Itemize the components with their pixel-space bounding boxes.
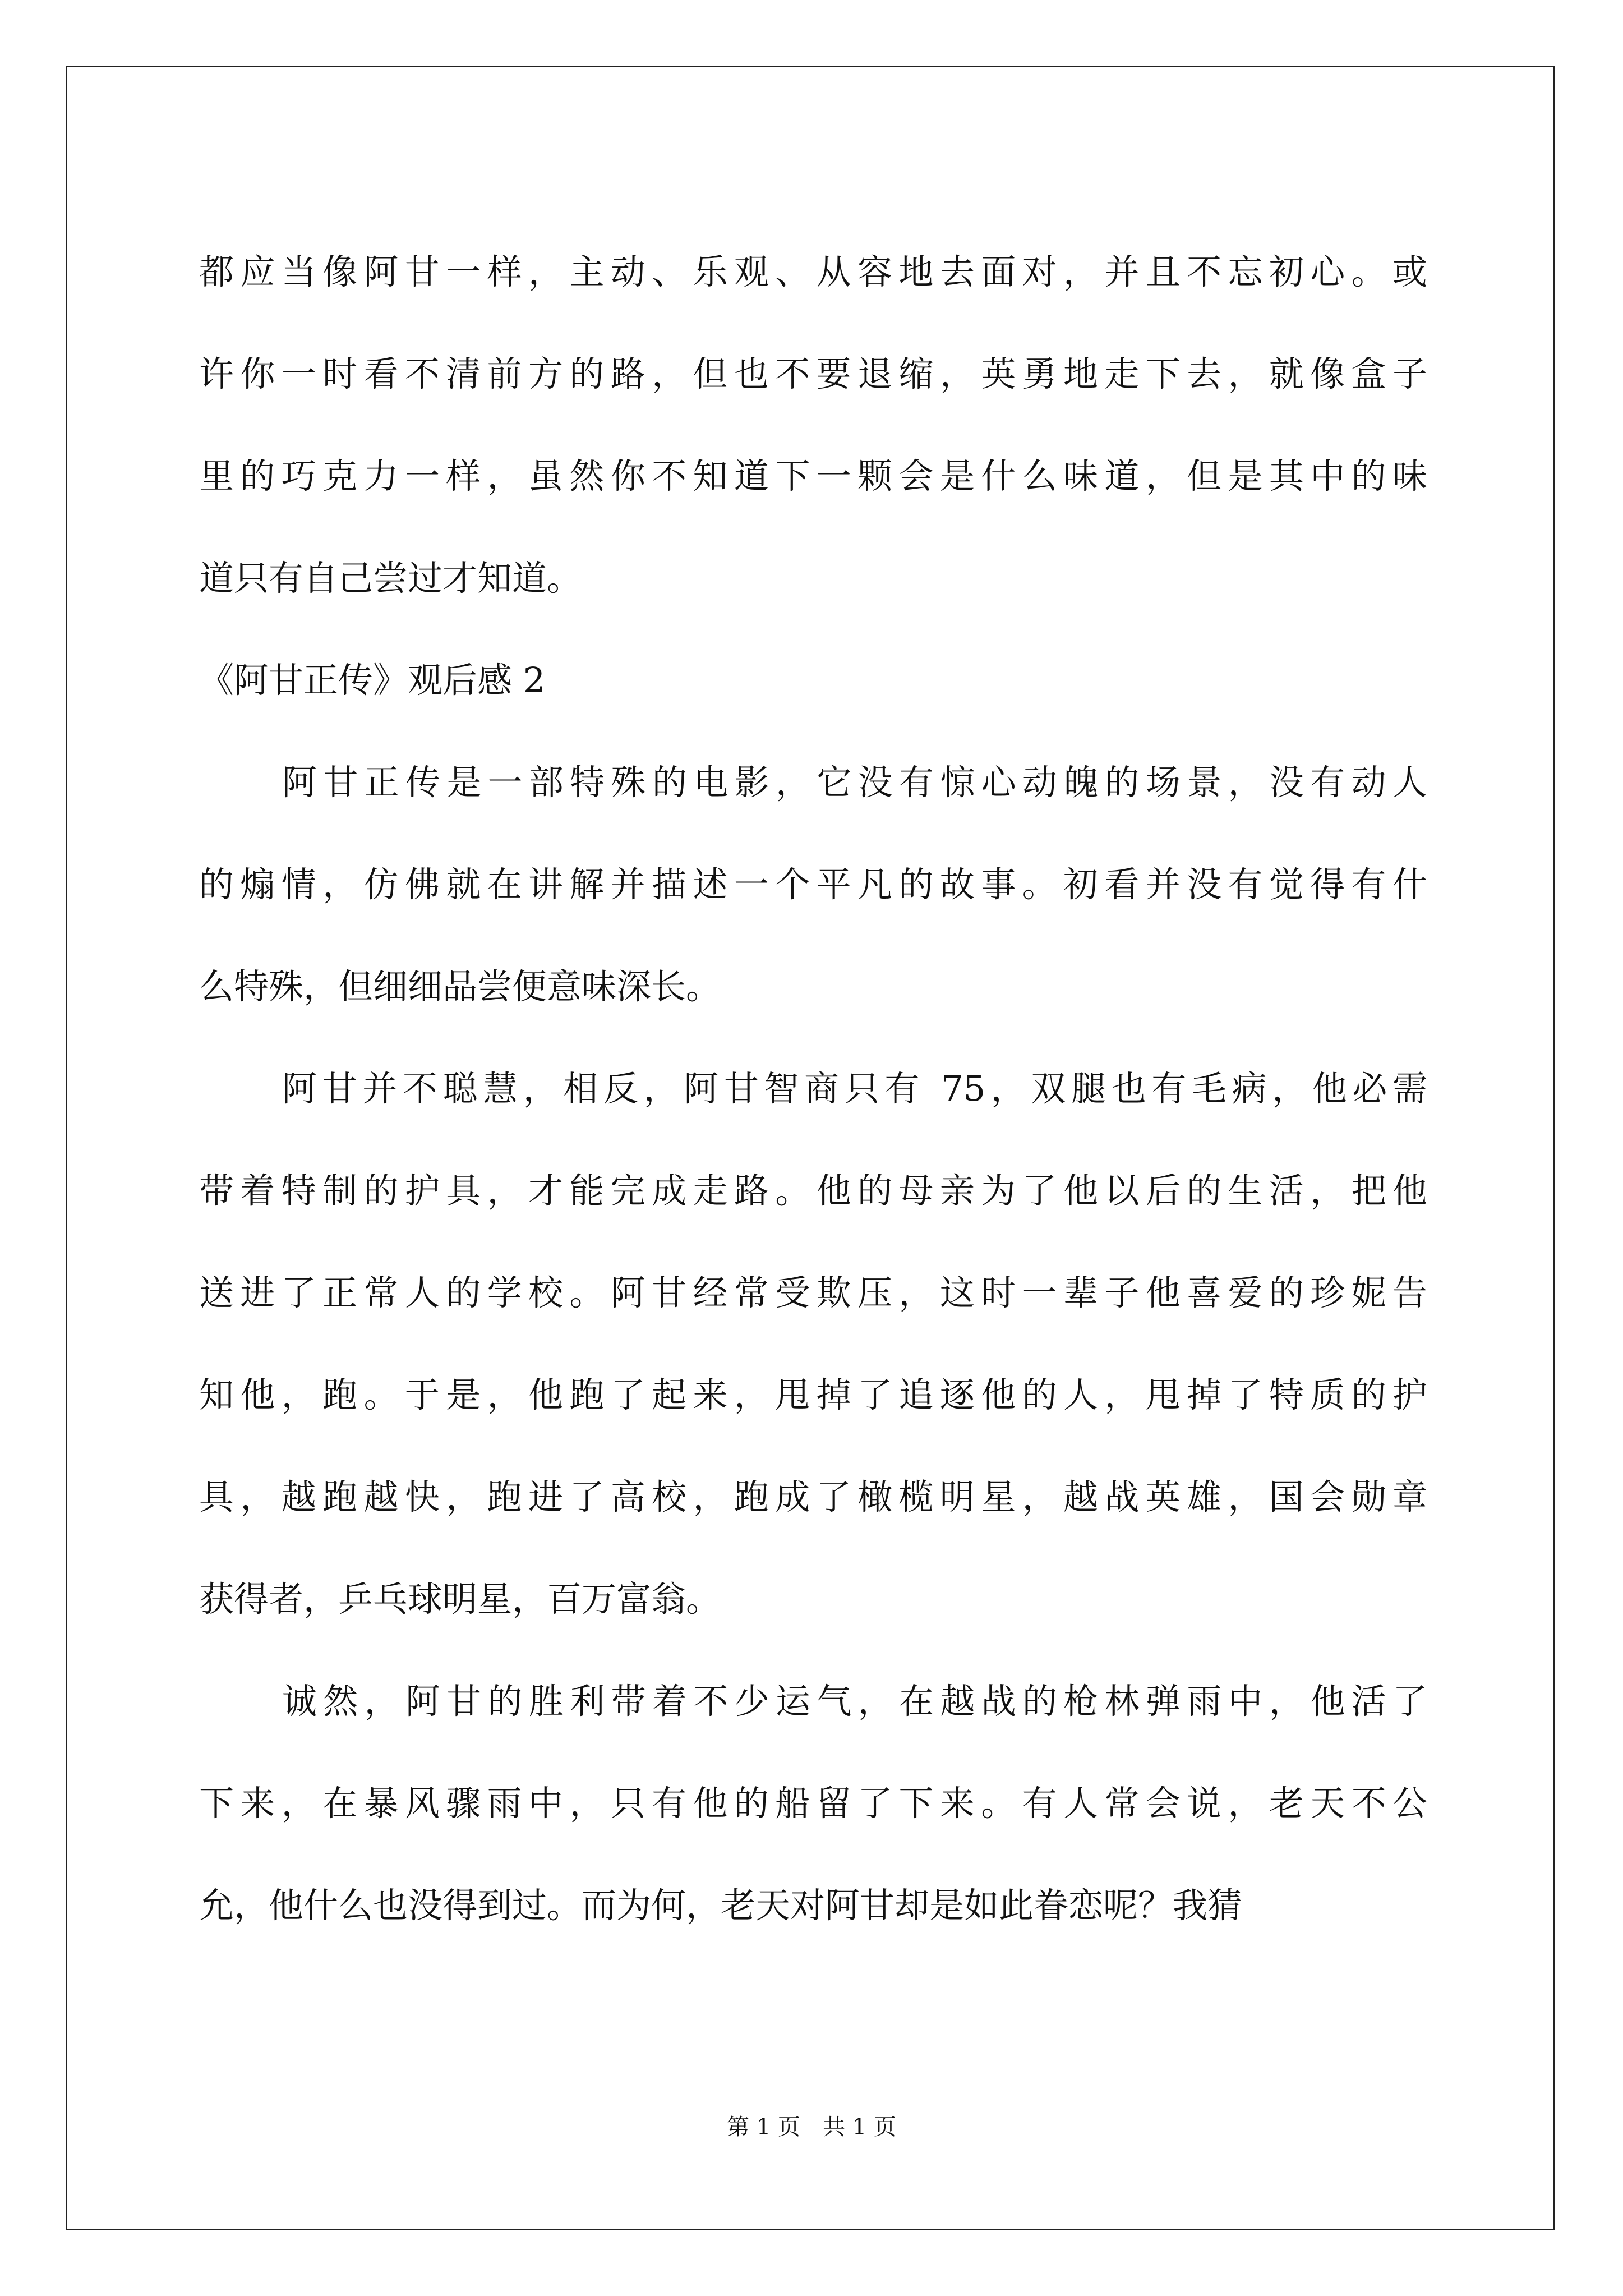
text-line: 诚然，阿甘的胜利带着不少运气，在越战的枪林弹雨中，他活了 — [282, 1681, 1427, 1722]
text-line: 许你一时看不清前方的路，但也不要退缩，英勇地走下去，就像盒子 — [199, 353, 1427, 394]
paragraph — [199, 731, 1427, 1038]
text-line: 么特殊，但细细品尝便意味深长。 — [199, 966, 721, 1007]
heading-line: 《阿甘正传》观后感 2 — [199, 660, 546, 701]
text-line: 知他，跑。于是，他跑了起来，甩掉了追逐他的人，甩掉了特质的护 — [199, 1374, 1427, 1415]
paragraph — [199, 1038, 1427, 1650]
text-line: 下来，在暴风骤雨中，只有他的船留了下来。有人常会说，老天不公 — [199, 1783, 1427, 1824]
text-line: 都应当像阿甘一样，主动、乐观、从容地去面对，并且不忘初心。或 — [199, 251, 1427, 292]
text-line: 的煽情，仿佛就在讲解并描述一个平凡的故事。初看并没有觉得有什 — [199, 864, 1427, 905]
text-line: 送进了正常人的学校。阿甘经常受欺压，这时一辈子他喜爱的珍妮告 — [199, 1272, 1427, 1313]
text-line: 阿甘并不聪慧，相反，阿甘智商只有 75，双腿也有毛病，他必需 — [282, 1068, 1427, 1109]
document-body — [199, 221, 1427, 1957]
text-line: 具，越跑越快，跑进了高校，跑成了橄榄明星，越战英雄，国会勋章 — [199, 1476, 1427, 1517]
page-number-footer: 第 1 页 共 1 页 — [727, 2114, 896, 2140]
paragraph — [199, 1650, 1427, 1957]
text-line: 允，他什么也没得到过。而为何，老天对阿甘却是如此眷恋呢？我猜 — [199, 1885, 1243, 1926]
text-line: 带着特制的护具，才能完成走路。他的母亲为了他以后的生活，把他 — [199, 1170, 1427, 1211]
section-heading — [199, 629, 1427, 731]
text-line: 阿甘正传是一部特殊的电影，它没有惊心动魄的场景，没有动人 — [282, 762, 1427, 803]
text-line: 道只有自己尝过才知道。 — [199, 558, 582, 599]
text-line: 获得者，乒乓球明星，百万富翁。 — [199, 1579, 721, 1619]
text-line: 里的巧克力一样，虽然你不知道下一颗会是什么味道，但是其中的味 — [199, 455, 1427, 496]
paragraph — [199, 221, 1427, 629]
